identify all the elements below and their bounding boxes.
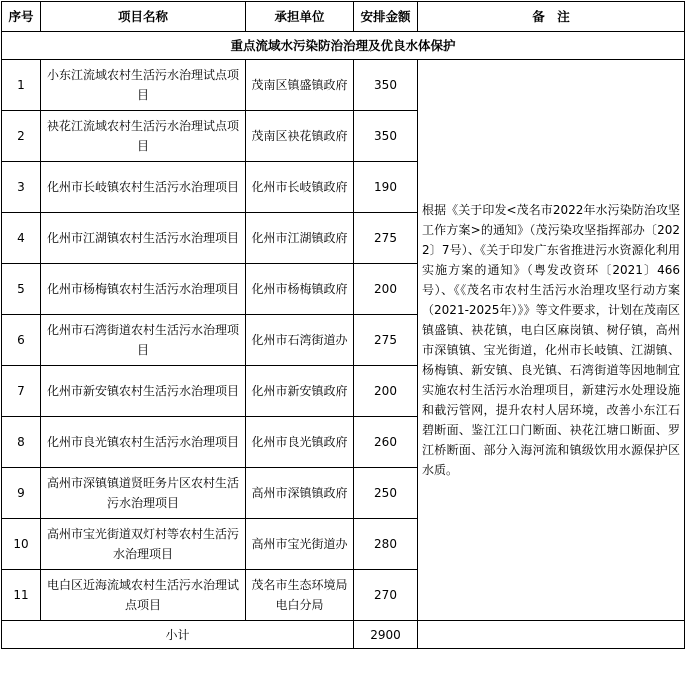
remark-cell (418, 60, 685, 621)
row-unit: 茂南区袂花镇政府 (246, 111, 354, 162)
header-amount: 安排金额 (354, 2, 418, 32)
table-row (2, 60, 685, 111)
header-unit: 承担单位 (246, 2, 354, 32)
total-label: 小计 (2, 621, 354, 649)
total-amount: 2900 (354, 621, 418, 649)
row-amount: 190 (354, 162, 418, 213)
row-amount: 250 (354, 468, 418, 519)
row-project-name: 高州市深镇镇道贤旺务片区农村生活污水治理项目 (41, 468, 246, 519)
row-unit: 茂南区镇盛镇政府 (246, 60, 354, 111)
row-amount: 260 (354, 417, 418, 468)
row-unit: 高州市宝光街道办 (246, 519, 354, 570)
row-unit: 化州市良光镇政府 (246, 417, 354, 468)
total-row (2, 621, 685, 649)
row-unit: 高州市深镇镇政府 (246, 468, 354, 519)
header-index: 序号 (2, 2, 41, 32)
budget-table (1, 1, 685, 649)
row-amount: 275 (354, 213, 418, 264)
row-unit: 化州市新安镇政府 (246, 366, 354, 417)
row-unit: 化州市江湖镇政府 (246, 213, 354, 264)
row-index: 9 (2, 468, 41, 519)
row-unit: 化州市长岐镇政府 (246, 162, 354, 213)
row-amount: 280 (354, 519, 418, 570)
row-project-name: 化州市新安镇农村生活污水治理项目 (41, 366, 246, 417)
row-index: 8 (2, 417, 41, 468)
header-name: 项目名称 (41, 2, 246, 32)
total-remark-empty (418, 621, 685, 649)
row-index: 4 (2, 213, 41, 264)
header-remark: 备 注 (418, 2, 685, 32)
row-index: 5 (2, 264, 41, 315)
row-index: 3 (2, 162, 41, 213)
header-row (2, 2, 685, 32)
row-project-name: 化州市良光镇农村生活污水治理项目 (41, 417, 246, 468)
row-project-name: 袂花江流域农村生活污水治理试点项目 (41, 111, 246, 162)
section-title: 重点流域水污染防治治理及优良水体保护 (2, 32, 685, 60)
row-project-name: 化州市杨梅镇农村生活污水治理项目 (41, 264, 246, 315)
row-project-name: 化州市长岐镇农村生活污水治理项目 (41, 162, 246, 213)
row-index: 6 (2, 315, 41, 366)
row-project-name: 化州市石湾街道农村生活污水治理项目 (41, 315, 246, 366)
row-index: 2 (2, 111, 41, 162)
row-project-name: 小东江流域农村生活污水治理试点项目 (41, 60, 246, 111)
row-amount: 350 (354, 60, 418, 111)
row-index: 10 (2, 519, 41, 570)
row-project-name: 高州市宝光街道双灯村等农村生活污水治理项目 (41, 519, 246, 570)
row-index: 1 (2, 60, 41, 111)
section-row (2, 32, 685, 60)
row-index: 11 (2, 570, 41, 621)
row-amount: 200 (354, 264, 418, 315)
row-amount: 270 (354, 570, 418, 621)
row-project-name: 电白区近海流域农村生活污水治理试点项目 (41, 570, 246, 621)
row-amount: 275 (354, 315, 418, 366)
row-project-name: 化州市江湖镇农村生活污水治理项目 (41, 213, 246, 264)
row-amount: 200 (354, 366, 418, 417)
row-index: 7 (2, 366, 41, 417)
row-unit: 化州市杨梅镇政府 (246, 264, 354, 315)
row-amount: 350 (354, 111, 418, 162)
row-unit: 茂名市生态环境局电白分局 (246, 570, 354, 621)
remark-text: 根据《关于印发<茂名市2022年水污染防治攻坚工作方案>的通知》（茂污染攻坚指挥部办〔2022〕7号）、《关于印发广东省推进污水资源化利用实施方案的通知》（粤发改资环〔2021〕466号）、《《茂名市农村生活污水治理攻坚行动方案（2021-2025年）》》等文件要求，计划在茂南区镇盛镇、袂花镇，电白区麻岗镇、树仔镇，高州市深镇镇、宝光街道，化州市长岐镇、江湖镇、杨梅镇、新安镇、良光镇、石湾街道等因地制宜实施农村生活污水治理项目，新建污水处理设施和截污管网，提升农村人居环境，改善小东江石碧断面、鉴江江口门断面、袂花江塘口断面、罗江桥断面、部分入海河流和镇级饮用水源保护区水质。 (422, 203, 680, 477)
row-unit: 化州市石湾街道办 (246, 315, 354, 366)
